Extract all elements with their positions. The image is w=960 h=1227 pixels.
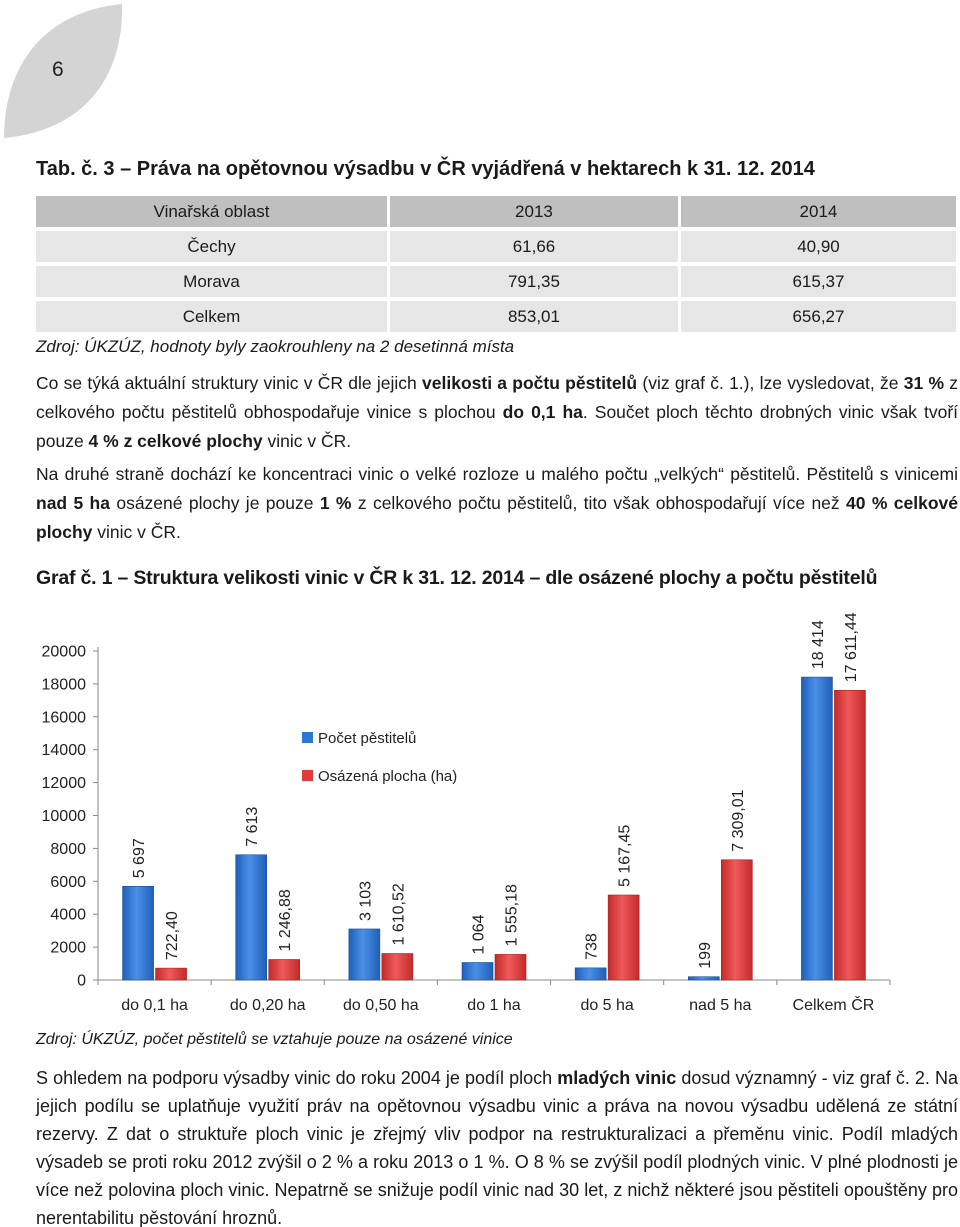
text-run: (viz graf č. 1.), lze vysledovat, že (637, 373, 904, 393)
x-category-label: do 0,1 ha (121, 997, 188, 1014)
text-run: z celkového počtu pěstitelů obhospodařuje vinice s plochou (36, 373, 959, 422)
bar-data-label: 5 697 (131, 838, 149, 879)
bold-run: 4 % z celkové plochy (88, 431, 263, 451)
y-tick-label: 6000 (50, 873, 86, 891)
x-category-label: do 0,50 ha (343, 997, 419, 1014)
text-run: Na druhé straně dochází ke koncentraci vinic o velké rozloze u malého počtu „velkých“ pěstitelů. Pěstitelů s vinicemi (36, 464, 958, 484)
bar-planted-area (156, 968, 187, 980)
paragraph-vineyard-structure (36, 369, 958, 456)
legend-label: Počet pěstitelů (318, 730, 417, 747)
y-tick-label: 20000 (41, 643, 86, 661)
bar-data-label: 7 613 (244, 806, 262, 847)
y-tick-label: 2000 (50, 939, 86, 957)
table-cell: Morava (36, 266, 390, 297)
chart-axes (93, 647, 890, 985)
vineyard-structure-bar-chart (0, 595, 960, 1025)
y-tick-label: 4000 (50, 906, 86, 924)
bar-planted-area (269, 959, 300, 980)
x-category-label: do 5 ha (580, 997, 634, 1014)
paragraph-concentration (36, 460, 958, 547)
x-category-label: Celkem ČR (792, 997, 875, 1014)
y-tick-label: 18000 (41, 676, 86, 694)
bar-data-label: 17 611,44 (842, 612, 860, 683)
column-header-2013: 2013 (390, 196, 681, 227)
bold-run: velikosti a počtu pěstitelů (422, 373, 638, 393)
bar-growers (688, 977, 719, 980)
y-tick-label: 14000 (41, 742, 86, 760)
table-cell: 656,27 (681, 301, 956, 332)
table-row (36, 301, 956, 332)
table-cell: 40,90 (681, 231, 956, 262)
chart-legend (302, 730, 457, 785)
bar-data-label: 738 (583, 933, 601, 960)
y-tick-label: 8000 (50, 840, 86, 858)
chart-title: Graf č. 1 – Struktura velikosti vinic v ČR k 31. 12. 2014 – dle osázené plochy a počtu pěstitelů (36, 567, 878, 589)
bar-data-label: 1 246,88 (277, 889, 295, 952)
table-cell: 615,37 (681, 266, 956, 297)
table-source-note: Zdroj: ÚKZÚZ, hodnoty byly zaokrouhleny na 2 desetinná místa (36, 337, 515, 356)
y-tick-label: 10000 (41, 808, 86, 825)
bar-planted-area (382, 954, 413, 980)
bar-data-label: 7 309,01 (729, 789, 747, 852)
bar-planted-area (608, 895, 639, 980)
text-run: dosud významný - viz graf č. 2. Na jejich podílu se uplatňuje využití práv na opětovnou výsadbu vinic a práva na novou výsadbu udělená ze státní rezervy. Z dat o struktuře ploch vinic je zřejmý vliv podpor na restrukturalizaci a přeměnu vinic. Podíl mladých výsadeb se proti roku 2012 zvýšil o 2 % a roku 2013 o 1 %. O 8 % se zvýšil podíl plodných vinic. V plné plodnosti je více než polovina ploch vinic. Nepatrně se snižuje podíl vinic nad 30 let, z nichž některé jsou pěstiteli opouštěny pro nerentabilitu pěstování hroznů. (36, 1068, 958, 1227)
bar-data-label: 722,40 (164, 911, 182, 961)
bold-run: mladých vinic (557, 1068, 677, 1088)
table-header-row (36, 196, 956, 227)
y-tick-label: 16000 (41, 709, 86, 727)
bold-run: 40 % celkové plochy (36, 493, 958, 542)
x-category-label: nad 5 ha (689, 997, 752, 1014)
legend-swatch (302, 770, 313, 781)
table-row (36, 231, 956, 262)
bar-planted-area (495, 954, 526, 980)
bar-data-label: 1 610,52 (390, 883, 408, 946)
bar-planted-area (721, 860, 752, 980)
table-cell: Čechy (36, 231, 390, 262)
x-category-label: do 0,20 ha (229, 997, 306, 1014)
bar-growers (575, 968, 606, 980)
bar-planted-area (834, 690, 865, 980)
table-row (36, 266, 956, 297)
column-header-2014: 2014 (681, 196, 956, 227)
bar-growers (349, 929, 380, 980)
y-tick-label: 0 (77, 972, 86, 990)
bar-data-label: 5 167,45 (616, 824, 634, 887)
legend-swatch (302, 732, 313, 743)
legend-label: Osázená plocha (ha) (318, 768, 458, 785)
table-cell: 791,35 (390, 266, 681, 297)
y-tick-label: 12000 (41, 775, 86, 793)
bold-run: do 0,1 ha (502, 402, 583, 422)
bold-run: nad 5 ha (36, 493, 110, 513)
table-cell: 853,01 (390, 301, 681, 332)
bar-data-label: 3 103 (357, 880, 375, 921)
text-run: vinic v ČR. (92, 522, 181, 542)
table-cell: Celkem (36, 301, 390, 332)
text-run: Co se týká aktuální struktury vinic v ČR dle jejich (36, 373, 423, 393)
table-title: Tab. č. 3 – Práva na opětovnou výsadbu v ČR vyjádřená v hektarech k 31. 12. 2014 (36, 158, 815, 180)
text-run: osázené plochy je pouze (109, 493, 320, 513)
chart-source-note: Zdroj: ÚKZÚZ, počet pěstitelů se vztahuje pouze na osázené vinice (36, 1031, 513, 1048)
bold-run: 1 % (319, 493, 352, 513)
text-run: z celkového počtu pěstitelů, tito však obhospodařují více než (351, 493, 847, 513)
text-run: S ohledem na podporu výsadby vinic do roku 2004 je podíl ploch (36, 1068, 558, 1088)
replanting-rights-table (36, 192, 956, 336)
bar-data-label: 1 064 (470, 914, 488, 955)
bar-growers (801, 677, 832, 980)
page-number: 6 (52, 58, 64, 81)
column-header-region: Vinařská oblast (36, 196, 390, 227)
bar-growers (462, 962, 493, 980)
bar-growers (236, 855, 267, 980)
x-category-label: do 1 ha (467, 997, 521, 1014)
bar-data-label: 1 555,18 (503, 884, 521, 947)
chart-bars (123, 677, 866, 980)
bar-growers (123, 886, 154, 980)
text-run: vinic v ČR. (262, 431, 352, 451)
table-cell: 61,66 (390, 231, 681, 262)
paragraph-young-vineyards (36, 1064, 958, 1227)
bar-data-label: 199 (696, 942, 714, 969)
page-corner-leaf-decoration (0, 0, 130, 140)
bold-run: 31 % (903, 373, 945, 393)
bar-data-label: 18 414 (809, 620, 827, 670)
text-run: . Součet ploch těchto drobných vinic však tvoří pouze (36, 402, 959, 451)
